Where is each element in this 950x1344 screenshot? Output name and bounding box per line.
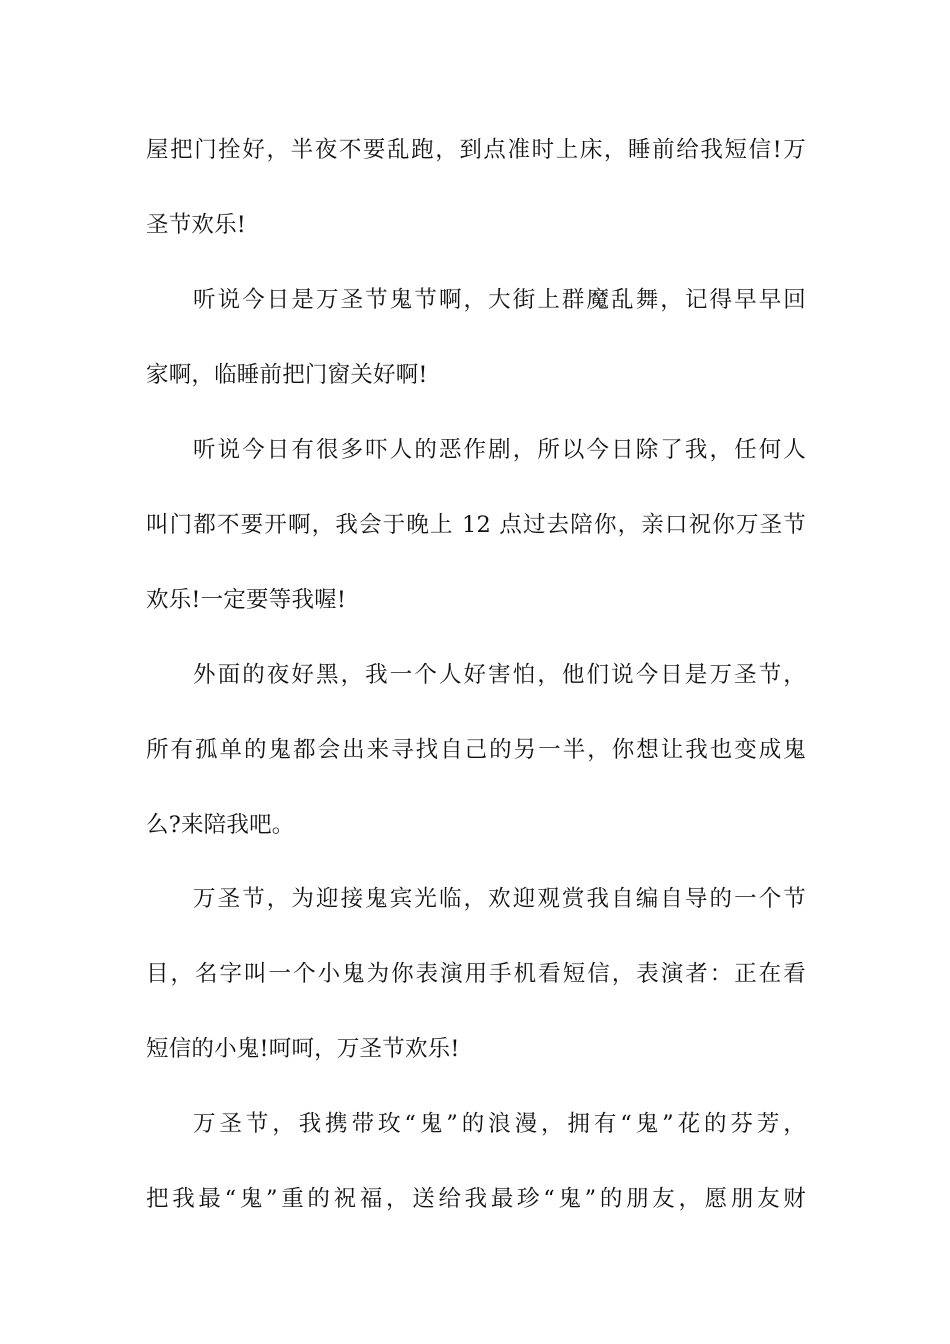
text-line-15: 把我最“鬼”重的祝福，送给我最珍“鬼”的朋友，愿朋友财 — [146, 1186, 806, 1212]
text-line-4: 家啊，临睡前把门窗关好啊! — [146, 362, 428, 388]
text-line-12: 目，名字叫一个小鬼为你表演用手机看短信，表演者：正在看 — [146, 961, 806, 987]
text-line-2: 圣节欢乐! — [146, 212, 247, 238]
text-line-9: 所有孤单的鬼都会出来寻找自己的另一半，你想让我也变成鬼 — [146, 737, 806, 763]
text-line-11: 万圣节，为迎接鬼宾光临，欢迎观赏我自编自导的一个节 — [193, 886, 806, 912]
text-line-13: 短信的小鬼!呵呵，万圣节欢乐! — [146, 1036, 460, 1062]
text-line-6: 叫门都不要开啊，我会于晚上 12 点过去陪你，亲口祝你万圣节 — [146, 512, 806, 538]
text-line-10: 么?来陪我吧。 — [146, 812, 295, 838]
text-line-8: 外面的夜好黑，我一个人好害怕，他们说今日是万圣节， — [193, 662, 806, 688]
text-line-14: 万圣节，我携带玫“鬼”的浪漫，拥有“鬼”花的芬芳， — [193, 1111, 806, 1137]
text-line-3: 听说今日是万圣节鬼节啊，大街上群魔乱舞，记得早早回 — [193, 287, 806, 313]
text-line-5: 听说今日有很多吓人的恶作剧，所以今日除了我，任何人 — [193, 437, 806, 463]
text-line-1: 屋把门拴好，半夜不要乱跑，到点准时上床，睡前给我短信!万 — [146, 137, 806, 163]
text-line-7: 欢乐!一定要等我喔! — [146, 587, 347, 613]
